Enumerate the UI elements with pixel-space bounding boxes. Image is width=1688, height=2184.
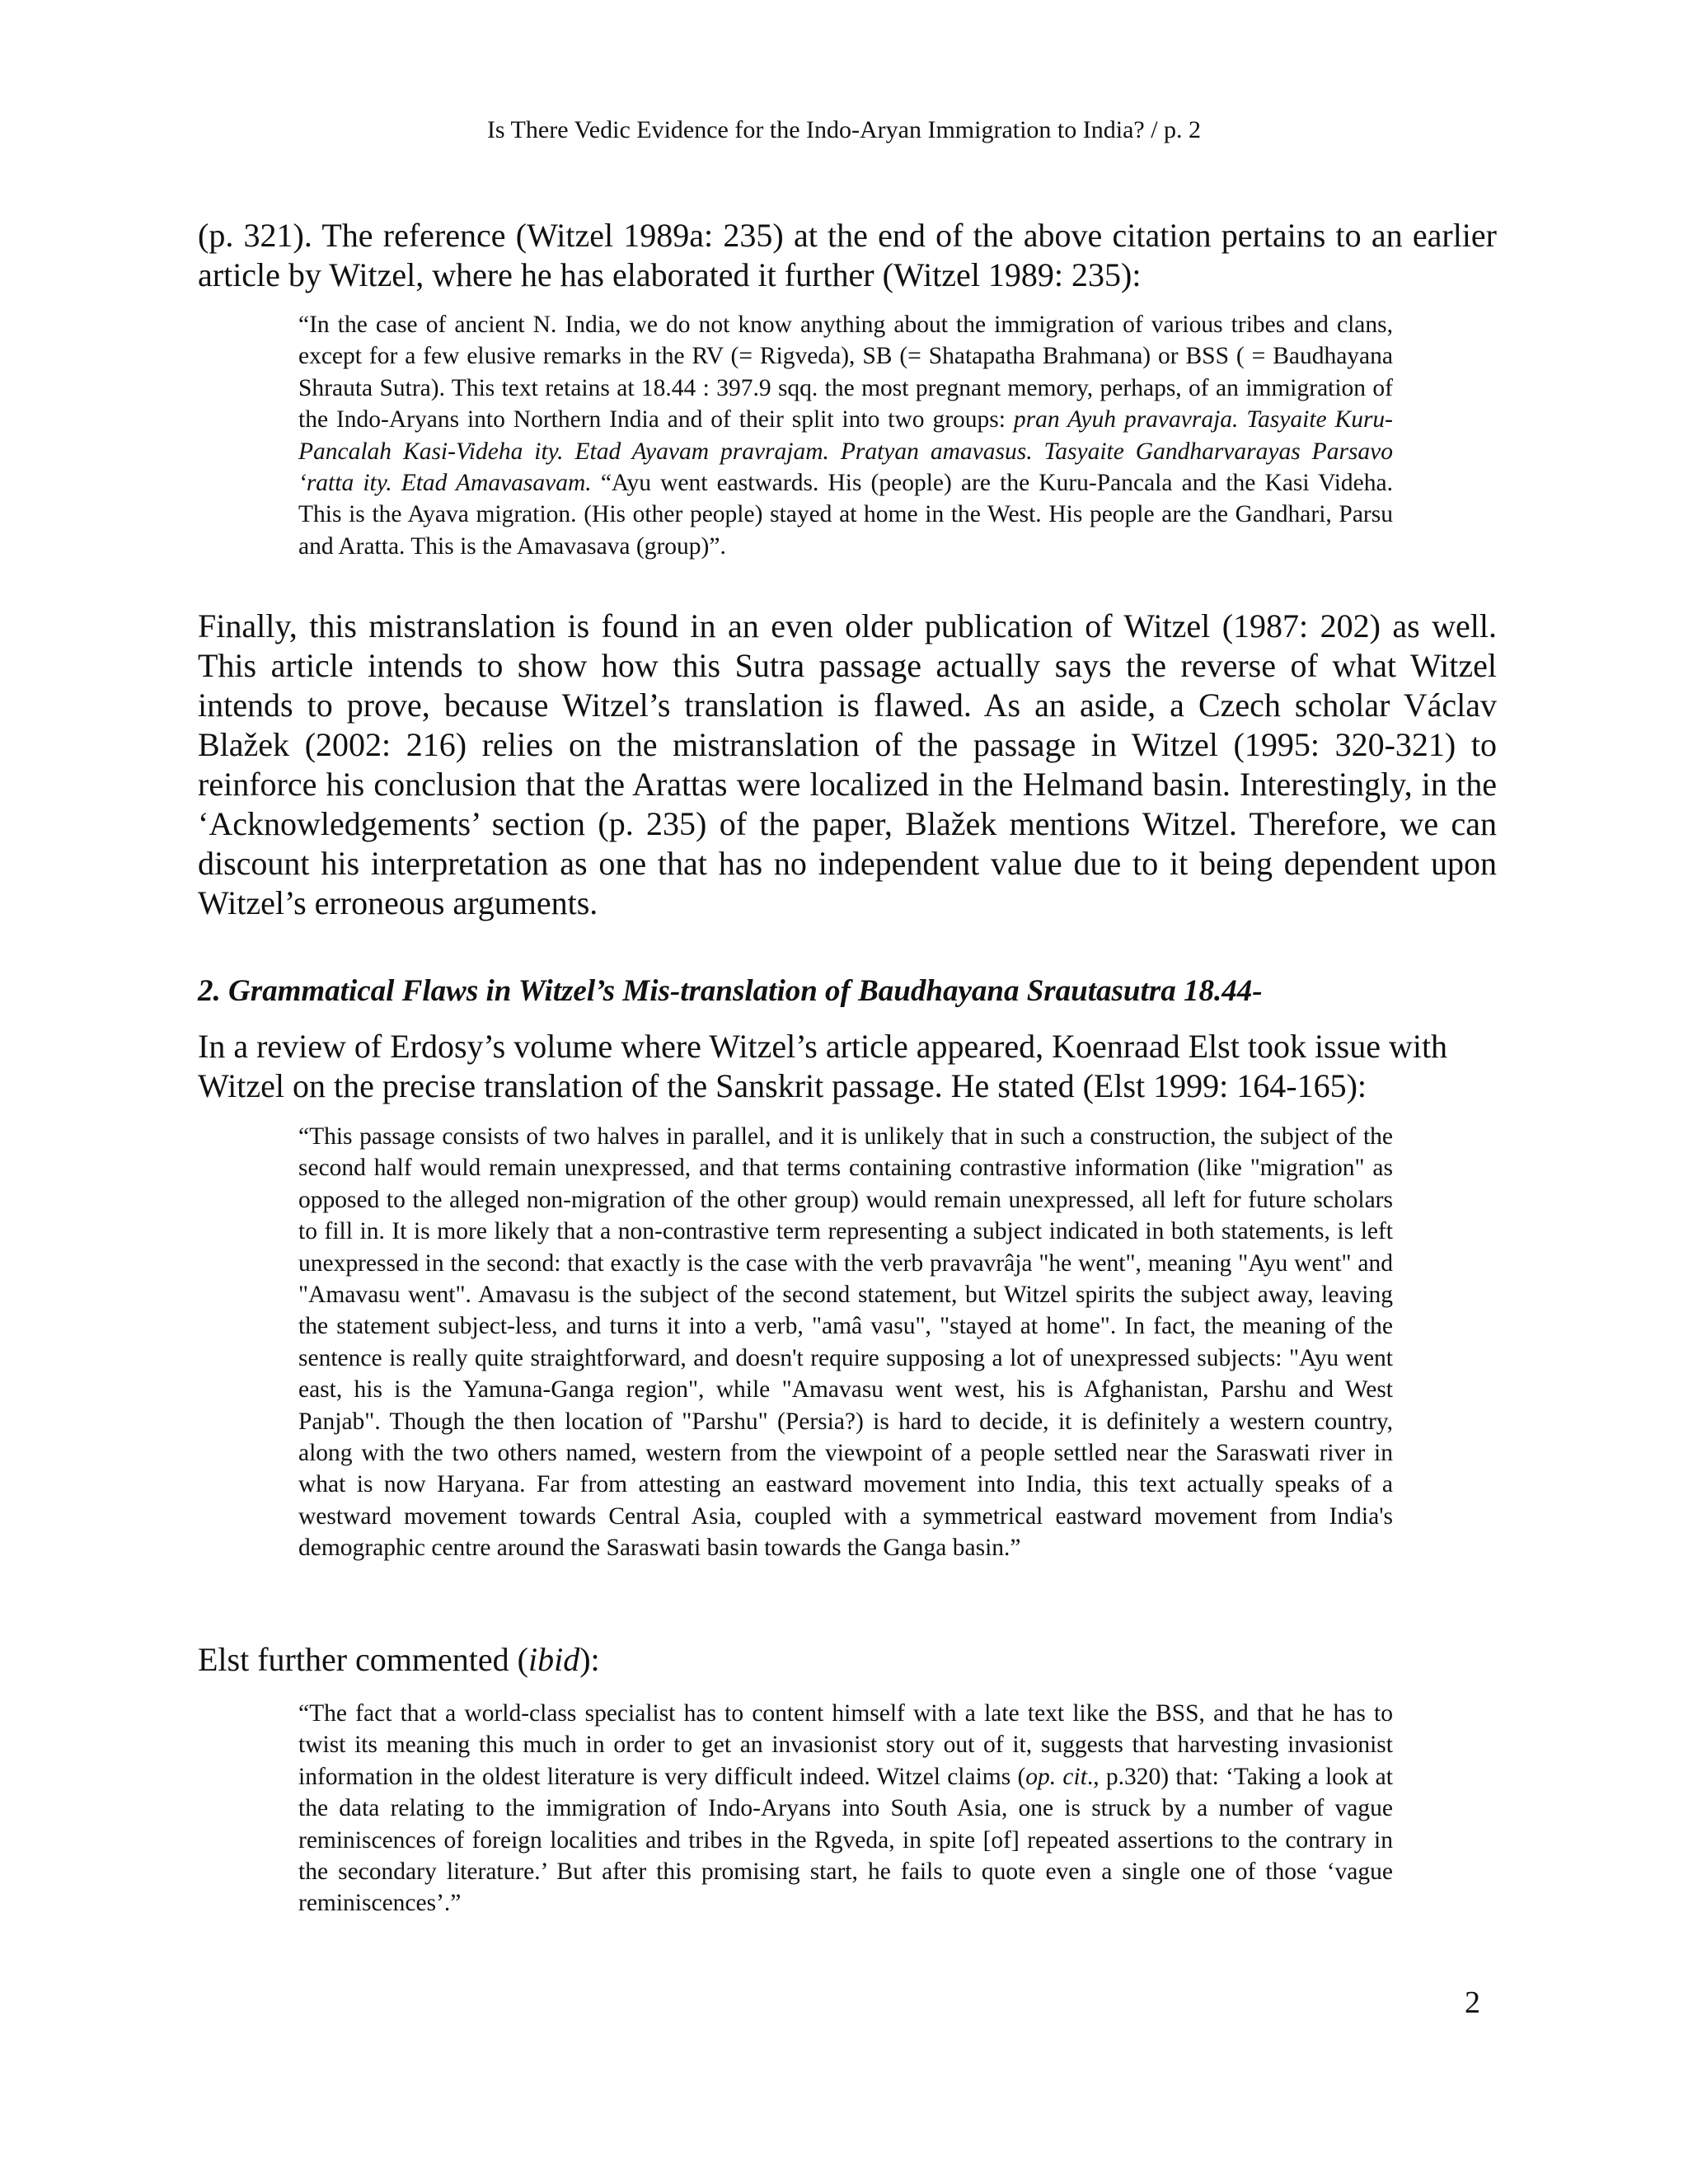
running-header: Is There Vedic Evidence for the Indo-Aryan Immigration to India? / p. 2 bbox=[486, 116, 1202, 143]
ibid-italic: ibid bbox=[528, 1641, 580, 1678]
block-quote-elst-2: “The fact that a world-class specialist has to content himself with a late text like the BSS, and that he has to twist its meaning this much in order to get an invasionist story out of it, suggests that harvesting invasionist information in the oldest literature is very difficult indeed. Witzel claims (op. cit., p.320) that: ‘Taking a look at the data relating to the immigration of Indo-Aryans into South Asia, one is struck by a number of vague reminiscences of foreign localities and tribes in the Rgveda, in spite [of] repeated assertions to the contrary in the secondary literature.’ But after this promising start, he fails to quote even a single one of those ‘vague reminiscences’.” bbox=[298, 1700, 1393, 1917]
sanskrit-passage: pran Ayuh pravavraja. Tasyaite Kuru-Pancalah Kasi-Videha ity. Etad Ayavam pravrajam. Pratyan amavasus. Tasyaite Gandharvarayas Parsavo ‘ratta ity. Etad Amavasavam. bbox=[298, 406, 1394, 497]
paragraph-mistranslation: Finally, this mistranslation is found in an even older publication of Witzel (1987: 202) as well. This article intends to show how this Sutra passage actually says the reverse of what Witzel intends to prove, because Witzel’s translation is flawed. As an aside, a Czech scholar Václav Blažek (2002: 216) relies on the mistranslation of the passage in Witzel (1995: 320-321) to reinforce his conclusion that the Arattas were localized in the Helmand basin. Interestingly, in the ‘Acknowledgements’ section (p. 235) of the paper, Blažek mentions Witzel. Therefore, we can discount his interpretation as one that has no independent value due to it being dependent upon Witzel’s erroneous arguments. bbox=[198, 607, 1497, 921]
page-number: 2 bbox=[1465, 1985, 1480, 2020]
block-quote-elst: “This passage consists of two halves in parallel, and it is unlikely that in such a construction, the subject of the second half would remain unexpressed, and that terms containing contrastive information (like "migration" as opposed to the alleged non-migration of the other group) would remain unexpressed, all left for future scholars to fill in. It is more likely that a non-contrastive term representing a subject indicated in both statements, is left unexpressed in the second: that exactly is the case with the verb pravavrâja "he went", meaning "Ayu went" and "Amavasu went". Amavasu is the subject of the second statement, but Witzel spirits the subject away, leaving the statement subject-less, and turns it into a verb, "amâ vasu", "stayed at home". In fact, the meaning of the sentence is really quite straightforward, and doesn't require supposing a lot of unexpressed subjects: "Ayu went east, his is the Yamuna-Ganga region", while "Amavasu went west, his is Afghanistan, Parshu and West Panjab". Though the then location of "Parshu" (Persia?) is hard to decide, it is definitely a western country, along with the two others named, western from the viewpoint of a people settled near the Saraswati river in what is now Haryana. Far from attesting an eastward movement into India, this text actually speaks of a westward movement towards Central Asia, coupled with a symmetrical eastward movement from India's demographic centre around the Saraswati basin towards the Ganga basin.” bbox=[298, 1123, 1393, 1562]
block-quote-witzel bbox=[298, 309, 1393, 562]
op-cit-italic: op. cit bbox=[1025, 1763, 1087, 1790]
paragraph-elst-further: Elst further commented (ibid): bbox=[198, 1641, 600, 1678]
quote-witzel-text: “In the case of ancient N. India, we do not know anything about the immigration of various tribes and clans, except for a few elusive remarks in the RV (= Rigveda), SB (= Shatapatha Brahmana) or BSS ( = Baudhayana Shrauta Sutra). This text retains at 18.44 : 397.9 sqq. the most pregnant memory, perhaps, of an immigration of the Indo-Aryans into Northern India and of their split into two groups: bbox=[298, 312, 1393, 434]
paragraph-intro: (p. 321). The reference (Witzel 1989a: 235) at the end of the above citation pertains to an earlier article by Witzel, where he has elaborated it further (Witzel 1989: 235): bbox=[198, 217, 1497, 293]
quote-witzel-translation: “Ayu went eastwards. His (people) are the Kuru-Pancala and the Kasi Videha. This is the Ayava migration. (His other people) stayed at home in the West. His people are the Gandhari, Parsu and Aratta. This is the Amavasava (group)”. bbox=[298, 470, 1393, 560]
section-heading: 2. Grammatical Flaws in Witzel’s Mis-translation of Baudhayana Srautasutra 18.44- bbox=[198, 974, 1263, 1008]
paragraph-elst-review: In a review of Erdosy’s volume where Witzel’s article appeared, Koenraad Elst took issue with Witzel on the precise translation of the Sanskrit passage. He stated (Elst 1999: 164-165): bbox=[198, 1028, 1448, 1104]
